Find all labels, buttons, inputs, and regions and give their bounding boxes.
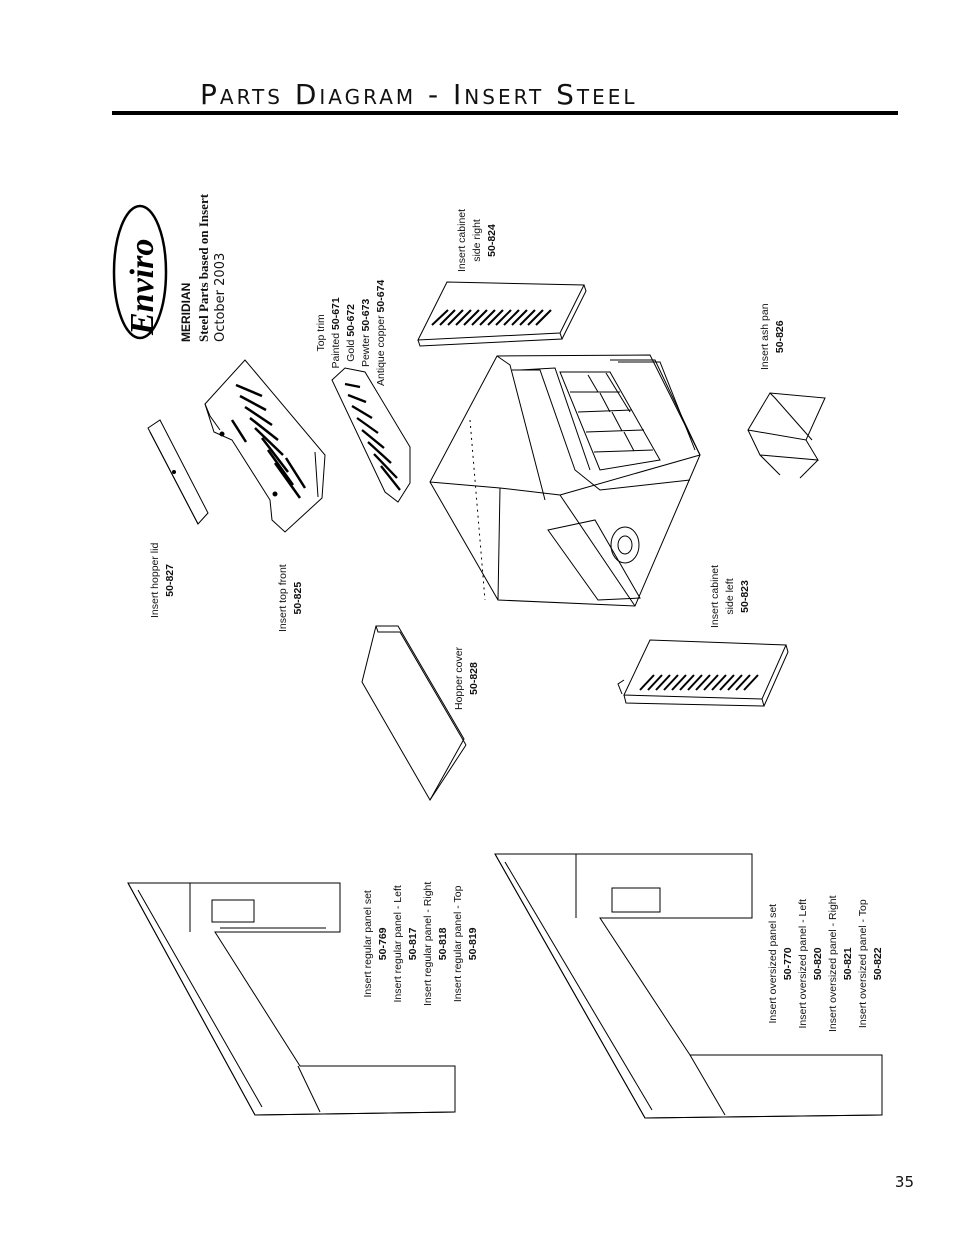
hopper-lid-name: Insert hopper lid	[149, 542, 161, 618]
ash-pan-name: Insert ash pan	[759, 303, 771, 370]
regular-right-code: 50-818	[437, 927, 449, 961]
page-number: 35	[894, 1173, 914, 1191]
trim-gold-code: 50-672	[345, 303, 357, 337]
oversized-top-name: Insert oversized panel - Top	[857, 899, 869, 1029]
top-trim-label	[314, 280, 389, 386]
hopper-cover-name: Hopper cover	[453, 646, 465, 710]
cabinet-right-line1: Insert cabinet	[456, 208, 468, 272]
hopper-cover-drawing	[362, 626, 466, 800]
oversized-panel-labels	[766, 895, 886, 1032]
cabinet-right-label	[455, 209, 500, 272]
oversized-set-code: 50-770	[782, 947, 794, 981]
oversized-set-name: Insert oversized panel set	[767, 903, 779, 1024]
oversized-right-name: Insert oversized panel - Right	[827, 895, 839, 1032]
hopper-lid-drawing	[148, 420, 208, 524]
trim-pewter-name: Pewter	[360, 334, 372, 368]
cabinet-left-label	[708, 565, 753, 628]
ash-pan-label	[758, 303, 788, 370]
brand-block	[178, 194, 229, 342]
regular-left-name: Insert regular panel - Left	[392, 885, 404, 1003]
cabinet-right-line2: side right	[471, 219, 483, 262]
regular-top-code: 50-819	[467, 927, 479, 961]
ash-pan-code: 50-826	[774, 320, 786, 354]
trim-copper-code: 50-674	[375, 279, 387, 313]
cabinet-right-code: 50-824	[486, 224, 498, 257]
oversized-right-code: 50-821	[842, 947, 854, 981]
cabinet-left-code: 50-823	[739, 580, 751, 613]
hopper-cover-code: 50-828	[468, 662, 480, 695]
hopper-lid-label	[148, 543, 178, 618]
oversized-top-code: 50-822	[872, 947, 884, 981]
trim-copper-name: Antique copper	[375, 315, 387, 386]
oversized-left-name: Insert oversized panel - Left	[797, 898, 809, 1029]
brand-subtitle: Steel Parts based on Insert	[196, 193, 211, 342]
trim-painted-code: 50-671	[330, 297, 342, 330]
trim-pewter-code: 50-673	[360, 298, 372, 332]
top-trim-drawing	[332, 368, 410, 502]
regular-set-code: 50-769	[377, 927, 389, 961]
hopper-cover-label	[452, 647, 482, 710]
top-front-drawing	[205, 360, 325, 532]
insert-body-drawing	[430, 355, 700, 606]
top-front-label	[276, 564, 306, 632]
cabinet-left-line1: Insert cabinet	[709, 564, 721, 628]
top-front-name: Insert top front	[277, 564, 289, 632]
ash-pan-drawing	[748, 393, 825, 478]
cabinet-left-drawing	[618, 640, 788, 706]
brand-date: October 2003	[213, 252, 228, 342]
regular-right-name: Insert regular panel - Right	[422, 881, 434, 1006]
page-title: Parts Diagram - Insert Steel	[200, 78, 638, 111]
oversized-left-code: 50-820	[812, 947, 824, 981]
trim-painted-name: Painted	[330, 332, 342, 369]
enviro-logo-text: Enviro	[124, 238, 161, 335]
product-name: MERIDIAN	[179, 282, 193, 342]
regular-panel-labels	[361, 882, 481, 1006]
cabinet-right-drawing	[418, 282, 586, 346]
regular-set-name: Insert regular panel set	[362, 890, 374, 998]
top-trim-name: Top trim	[315, 314, 327, 352]
hopper-lid-code: 50-827	[164, 564, 176, 597]
trim-gold-name: Gold	[345, 339, 357, 362]
top-front-code: 50-825	[292, 581, 304, 615]
regular-left-code: 50-817	[407, 927, 419, 961]
enviro-logo	[114, 206, 166, 338]
regular-top-name: Insert regular panel - Top	[452, 885, 464, 1003]
cabinet-left-line2: side left	[724, 578, 736, 615]
